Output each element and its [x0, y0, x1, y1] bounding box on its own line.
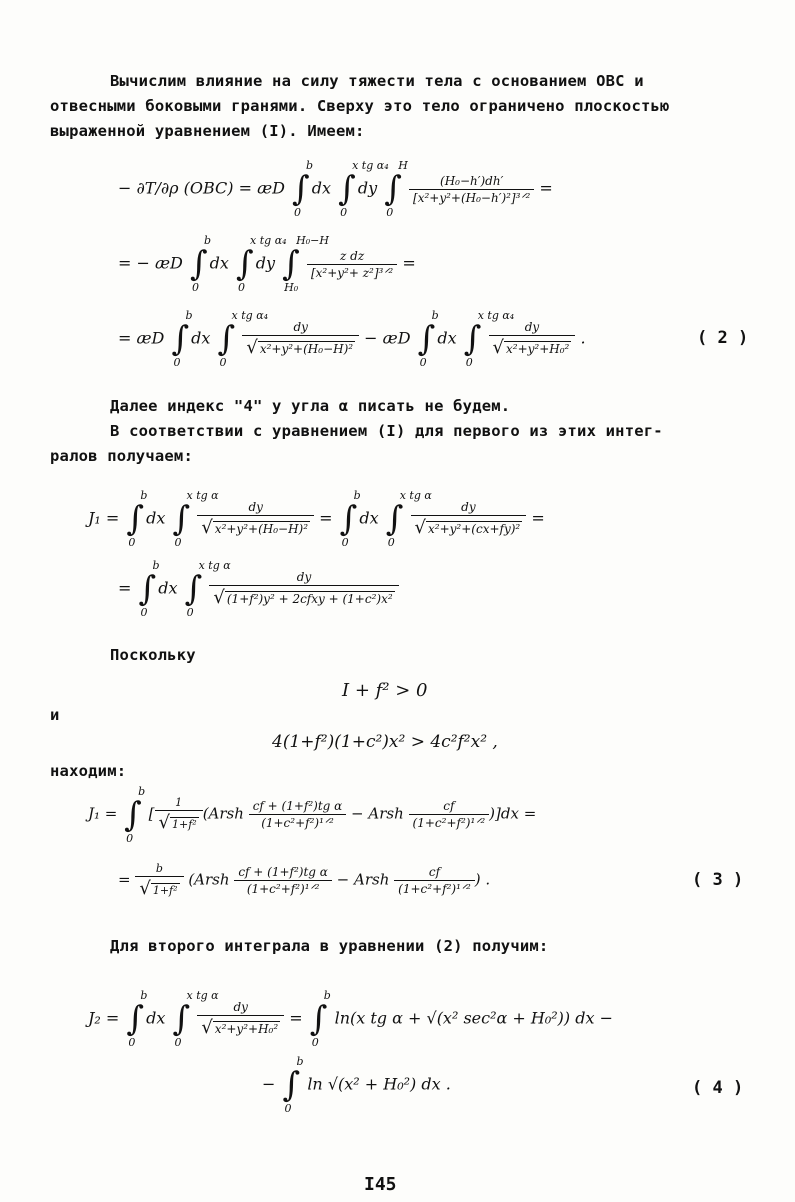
- eq2-l3-frac1: [242, 320, 359, 358]
- int-lower: 0: [174, 536, 182, 549]
- int-upper: x tg α: [399, 489, 432, 502]
- int-lower: 0: [386, 206, 394, 219]
- integral-sign: ∫ b 0: [292, 159, 314, 219]
- frac-den: [x²+y²+ z²]³ᐟ²: [310, 265, 394, 280]
- frac-den: (1+c²+f²)¹ᐟ²: [412, 816, 486, 830]
- para7: Для второго интеграла в уравнении (2) получим:: [110, 937, 549, 955]
- int-lower: 0: [340, 206, 348, 219]
- page-number: I45: [364, 1174, 397, 1195]
- int-upper: b: [140, 989, 148, 1002]
- frac-num: dy: [242, 320, 359, 336]
- integral-sign: ∫ x tg α₄ 0: [236, 234, 287, 294]
- integral-sign: ∫ x tg α 0: [385, 489, 432, 549]
- frac-den: x²+y²+(cx+fy)²: [428, 522, 521, 536]
- frac-num: 1: [155, 796, 203, 811]
- int-lower: 0: [186, 606, 194, 619]
- eq2-line1: − ∂T/∂ρ (OBC) = æD ∫ b 0 dx ∫ x tg α₄ 0 dy ∫ H 0 $\frac{\text{(H₀−h′)dh′}}{\text{[x²+y²+(H₀−h′)²]³ᐟ²}}$ =: [118, 159, 553, 219]
- int-lower: 0: [128, 536, 136, 549]
- frac-num: cf: [409, 799, 490, 815]
- integral-sign: ∫ b 0: [126, 489, 148, 549]
- integral-sign: ∫ b 0: [282, 1055, 304, 1115]
- frac-den: x²+y²+H₀²: [506, 342, 570, 356]
- para6: находим:: [50, 762, 127, 780]
- eq2-l1-frac: [409, 174, 534, 205]
- integral-sign: ∫ b 0: [189, 234, 211, 294]
- eq-number-4: ( 4 ): [692, 1078, 744, 1098]
- eq3-frac-b: [409, 799, 490, 830]
- frac-num: b: [135, 862, 183, 877]
- inequality-2: 4(1+f²)(1+c²)x² > 4c²f²x² ,: [272, 732, 498, 752]
- int-upper: x tg α: [186, 489, 219, 502]
- int-lower: 0: [191, 281, 199, 294]
- arsh-4: Arsh: [354, 870, 390, 889]
- int-upper: H₀−H: [296, 234, 329, 247]
- sqrt-icon: √: [213, 587, 225, 608]
- int-upper: x tg α₄: [231, 309, 269, 322]
- int-lower: 0: [341, 536, 349, 549]
- frac-den: x²+y²+H₀²: [214, 1022, 279, 1036]
- int-upper: x tg α₄: [352, 159, 389, 172]
- frac-num: dy: [197, 1000, 284, 1016]
- eq3-l2-prefactor: [135, 862, 183, 899]
- integral-sign: ∫ H₀−H H₀: [282, 234, 329, 294]
- arsh-2: Arsh: [368, 804, 404, 823]
- eq4-lhs: J₂ =: [88, 1008, 120, 1028]
- int-upper: b: [431, 309, 439, 322]
- frac-den: [x²+y²+(H₀−h′)²]³ᐟ²: [413, 190, 531, 205]
- integral-sign: ∫ x tg α₄ 0: [338, 159, 389, 219]
- int-lower: 0: [128, 1036, 136, 1049]
- equals: =: [531, 508, 545, 528]
- sqrt-icon: √: [201, 1017, 213, 1038]
- sqrt-icon: √: [246, 337, 258, 358]
- equals: =: [118, 578, 132, 598]
- eq2-l2-lhs: = − æD: [118, 253, 183, 273]
- int-lower: 0: [311, 1036, 319, 1049]
- eq3-l2-frac-b: [394, 865, 475, 896]
- frac-num: z dz: [307, 249, 397, 265]
- inequality-1: I + f² > 0: [342, 680, 428, 701]
- eq4-l2-int: ln √(x² + H₀²) dx .: [307, 1074, 451, 1094]
- eq4-l2-minus: −: [262, 1074, 281, 1094]
- eq3-lhs: J₁ =: [88, 804, 118, 823]
- eq2-l2-frac: [307, 249, 397, 280]
- frac-num: cf: [394, 865, 475, 881]
- frac-num: dy: [411, 500, 527, 516]
- eq2-l3-lhs: = æD: [118, 328, 165, 348]
- int-upper: x tg α₄: [477, 309, 515, 322]
- integral-sign: ∫ x tg α 0: [172, 989, 219, 1049]
- equals: =: [319, 508, 333, 528]
- frac-num: cf + (1+f²)tg α: [234, 865, 332, 881]
- integral-sign: ∫ b 0: [124, 784, 146, 845]
- equals: =: [118, 870, 131, 889]
- int-lower: 0: [219, 356, 227, 369]
- eq2-line2: = − æD ∫ b 0 dx ∫ x tg α₄ 0 dy ∫ H₀−H H₀ $\frac{\text{z dz}}{\text{[x²+y²+ z²]³ᐟ²}}$ =: [118, 234, 416, 294]
- frac-den: 1+f²: [152, 884, 178, 897]
- j1-frac1: [197, 500, 314, 538]
- integral-sign: ∫ H 0: [384, 159, 408, 219]
- int-upper: b: [353, 489, 361, 502]
- para2: Далее индекс "4" у угла α писать не будем.: [110, 397, 511, 415]
- frac-den: 1+f²: [171, 818, 197, 831]
- frac-num: dy: [197, 500, 314, 516]
- para4: Поскольку: [110, 646, 196, 664]
- int-lower: 0: [126, 831, 134, 845]
- eq4-line1: J₂ = ∫ b 0 dx ∫ x tg α 0 $\frac{dy}{\text{√ x²+y²+H₀²}}$ = ∫ b 0 ln(x tg α + √(x² sec²α + H₀²)) dx −: [88, 989, 613, 1049]
- frac-num: (H₀−h′)dh′: [409, 174, 534, 190]
- int-lower: H₀: [284, 281, 299, 294]
- eq2-l3-mid: − æD: [364, 328, 411, 348]
- arsh-1: Arsh: [208, 804, 244, 823]
- int-lower: 0: [140, 606, 148, 619]
- frac-num: cf + (1+f²)tg α: [249, 799, 347, 815]
- eq-number-3: ( 3 ): [692, 870, 744, 890]
- integral-sign: ∫ x tg α 0: [172, 489, 219, 549]
- int-upper: x tg α: [198, 559, 231, 572]
- eq2-l3-frac2: [489, 320, 576, 358]
- int-upper: H: [398, 159, 408, 172]
- arsh-3: Arsh: [194, 870, 230, 889]
- eq2-line3: = æD ∫ b 0 dx ∫ x tg α₄ 0 $\frac{dy}{\text{√ x²+y²+(H₀−H)²}}$ − æD ∫ b 0 dx ∫ x tg α₄ 0 $\frac{dy}{\text{√ x²+y²+H₀²}}$ .: [118, 309, 586, 369]
- frac-den: (1+c²+f²)¹ᐟ²: [246, 882, 320, 896]
- eq4-mid: ln(x tg α + √(x² sec²α + H₀²)) dx −: [334, 1008, 613, 1028]
- integral-sign: ∫ b 0: [339, 489, 361, 549]
- integral-sign: ∫ b 0: [417, 309, 439, 369]
- j1-frac3: [209, 570, 398, 608]
- eq-number-2: ( 2 ): [697, 328, 749, 348]
- int-upper: x tg α: [186, 989, 219, 1002]
- integral-sign: ∫ x tg α 0: [184, 559, 231, 619]
- eq2-l1-lhs: − ∂T/∂ρ (OBC) = æD: [118, 178, 285, 198]
- integral-sign: ∫ x tg α₄ 0: [217, 309, 269, 369]
- para3-line1: В соответствии с уравнением (I) для первого из этих интег-: [110, 422, 663, 440]
- int-upper: b: [306, 159, 314, 172]
- eq3-line2: = $\frac{b}{\text{√ 1+f²}}$ (Arsh $\frac{\text{cf + (1+f²)tg α}}{\text{(1+c²+f²)¹ᐟ²}}$ − Arsh $\frac{cf}{\text{(1+c²+f²)¹ᐟ²}}$ ) .: [118, 862, 491, 899]
- eq3-frac-a: [249, 799, 347, 830]
- para1-line3: выраженной уравнением (I). Имеем:: [50, 122, 365, 140]
- integral-sign: ∫ b 0: [126, 989, 148, 1049]
- int-lower: 0: [174, 1036, 182, 1049]
- j1-frac2: [411, 500, 527, 538]
- frac-den: (1+c²+f²)¹ᐟ²: [398, 882, 471, 896]
- integral-sign: ∫ b 0: [138, 559, 160, 619]
- int-upper: b: [203, 234, 211, 247]
- frac-num: dy: [209, 570, 398, 586]
- int-lower: 0: [294, 206, 302, 219]
- j1-line2: = ∫ b 0 dx ∫ x tg α 0 $\frac{dy}{\text{√ (1+f²)y² + 2cfxy + (1+c²)x²}}$: [118, 570, 399, 608]
- eq4-line2: [262, 1055, 451, 1115]
- int-upper: x tg α₄: [250, 234, 287, 247]
- para1-line1: Вычислим влияние на силу тяжести тела с основанием ОВС и: [110, 72, 644, 90]
- int-lower: 0: [419, 356, 427, 369]
- eq4-frac: [197, 1000, 284, 1038]
- int-upper: b: [140, 489, 148, 502]
- sqrt-icon: √: [414, 517, 427, 538]
- int-lower: 0: [173, 356, 181, 369]
- integral-sign: ∫ x tg α₄ 0: [463, 309, 515, 369]
- frac-den: (1+c²+f²)¹ᐟ²: [261, 816, 334, 830]
- para1-line2: отвесными боковыми гранями. Сверху это тело ограничено плоскостью: [50, 97, 670, 115]
- int-upper: b: [152, 559, 160, 572]
- int-upper: b: [323, 989, 331, 1002]
- int-upper: b: [185, 309, 193, 322]
- int-lower: 0: [284, 1102, 292, 1115]
- int-lower: 0: [238, 281, 246, 294]
- integral-sign: ∫ b 0: [171, 309, 193, 369]
- frac-den: (1+f²)y² + 2cfxy + (1+c²)x²: [226, 592, 393, 606]
- eq3-l1-end: dx =: [500, 804, 537, 823]
- int-upper: b: [296, 1055, 304, 1068]
- sqrt-icon: √: [492, 337, 504, 358]
- sqrt-icon: √: [158, 812, 170, 833]
- sqrt-icon: √: [201, 517, 213, 538]
- equals: =: [289, 1008, 303, 1028]
- integral-sign: ∫ b 0: [309, 989, 331, 1049]
- frac-den: x²+y²+(H₀−H)²: [214, 522, 309, 536]
- eq3-line1: J₁ = ∫ b 0 [ $\frac{1}{\text{√ 1+f²}}$ (Arsh $\frac{\text{cf + (1+f²)tg α}}{\text{(1+c²+f²)¹ᐟ²}}$ − Arsh $\frac{cf}{\text{(1+c²+f²)¹ᐟ²}}$ )]dx =: [88, 784, 537, 845]
- frac-num: dy: [489, 320, 576, 336]
- j1-line1: J₁ = ∫ b 0 dx ∫ x tg α 0 $\frac{dy}{\text{√ x²+y²+(H₀−H)²}}$ = ∫ b 0 dx ∫ x tg α 0 $\frac{dy}{\text{√ x²+y²+(cx+fy)²}}$ =: [88, 489, 545, 549]
- int-lower: 0: [465, 356, 473, 369]
- frac-den: x²+y²+(H₀−H)²: [259, 342, 354, 356]
- para5: и: [50, 706, 60, 724]
- eq3-l2-frac-a: [234, 865, 332, 896]
- eq3-prefactor: [155, 796, 203, 833]
- j1-lhs: J₁ =: [88, 508, 120, 528]
- int-upper: b: [138, 784, 146, 798]
- para3-line2: ралов получаем:: [50, 447, 193, 465]
- int-lower: 0: [387, 536, 395, 549]
- sqrt-icon: √: [139, 878, 151, 899]
